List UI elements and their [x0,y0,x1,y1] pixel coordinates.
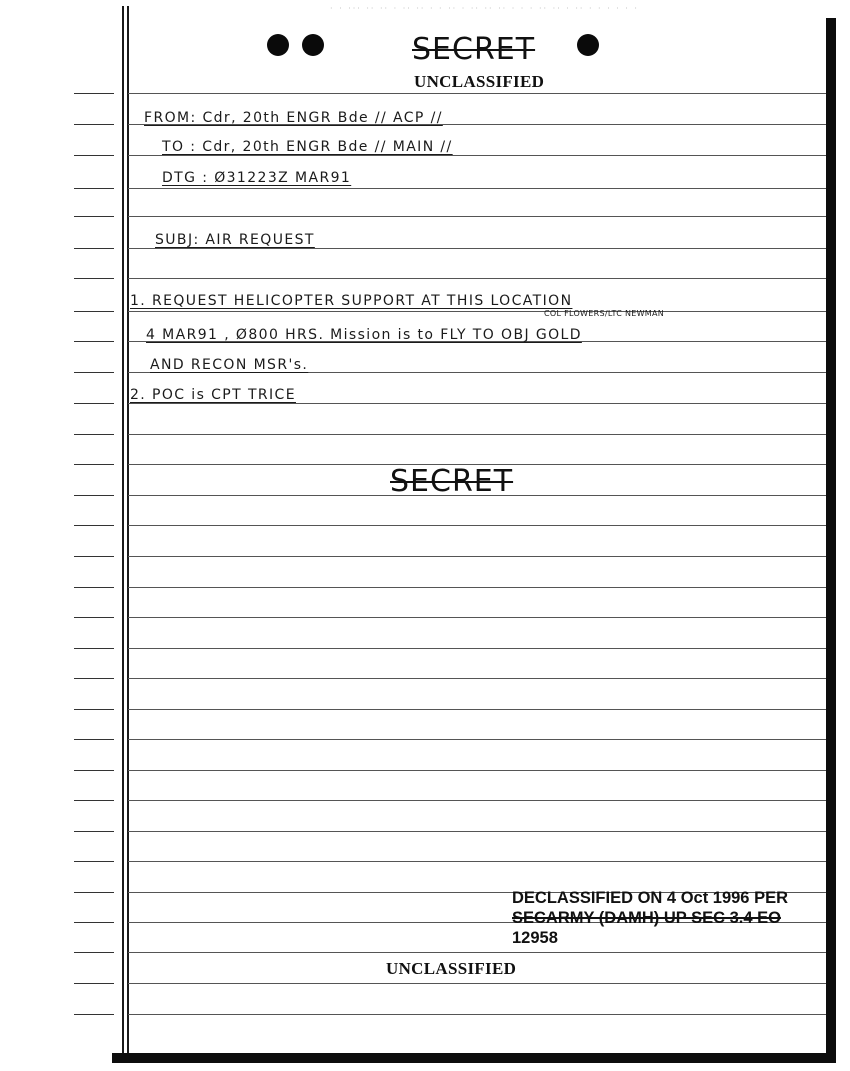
from-line: FROM: Cdr, 20th ENGR Bde // ACP // [144,110,443,126]
scan-edge-right [826,18,836,1058]
paragraph-1-line-1: 1. REQUEST HELICOPTER SUPPORT AT THIS LOCATION [130,293,573,309]
declass-line-3: 12958 [512,929,558,947]
declass-line-1: DECLASSIFIED ON 4 Oct 1996 PER [512,889,788,907]
left-margin-rule [127,6,129,1058]
left-margin-rule [122,6,124,1058]
secret-marking-struck: SECRET [390,464,514,499]
to-line: TO : Cdr, 20th ENGR Bde // MAIN // [162,139,453,155]
paragraph-1-line-3: AND RECON MSR's. [150,357,309,373]
paragraph-2: 2. POC is CPT TRICE [130,387,296,403]
declassification-stamp [512,888,822,948]
paragraph-1-insertion: COL FLOWERS/LTC NEWMAN [544,309,665,318]
subject-line: SUBJ: AIR REQUEST [155,232,315,248]
scan-artifact: · · ··· ·· ·· · ·· ·· · · ·· · ·· ·· ·· · · · ·· ·· · ·· · · · · · · [330,4,639,13]
punch-hole [577,34,599,56]
scan-edge-bottom [112,1053,836,1063]
classification-top: UNCLASSIFIED [414,72,545,91]
classification-bottom: UNCLASSIFIED [386,959,517,978]
punch-hole [267,34,289,56]
dtg-line: DTG : Ø31223Z MAR91 [162,170,352,186]
punch-hole [302,34,324,56]
declass-line-2: SECARMY (DAMH) UP SEC 3.4 EO [512,909,781,927]
secret-marking-struck: SECRET [412,32,536,67]
paragraph-1-line-2: 4 MAR91 , Ø800 HRS. Mission is to FLY TO OBJ GOLD [146,327,582,343]
